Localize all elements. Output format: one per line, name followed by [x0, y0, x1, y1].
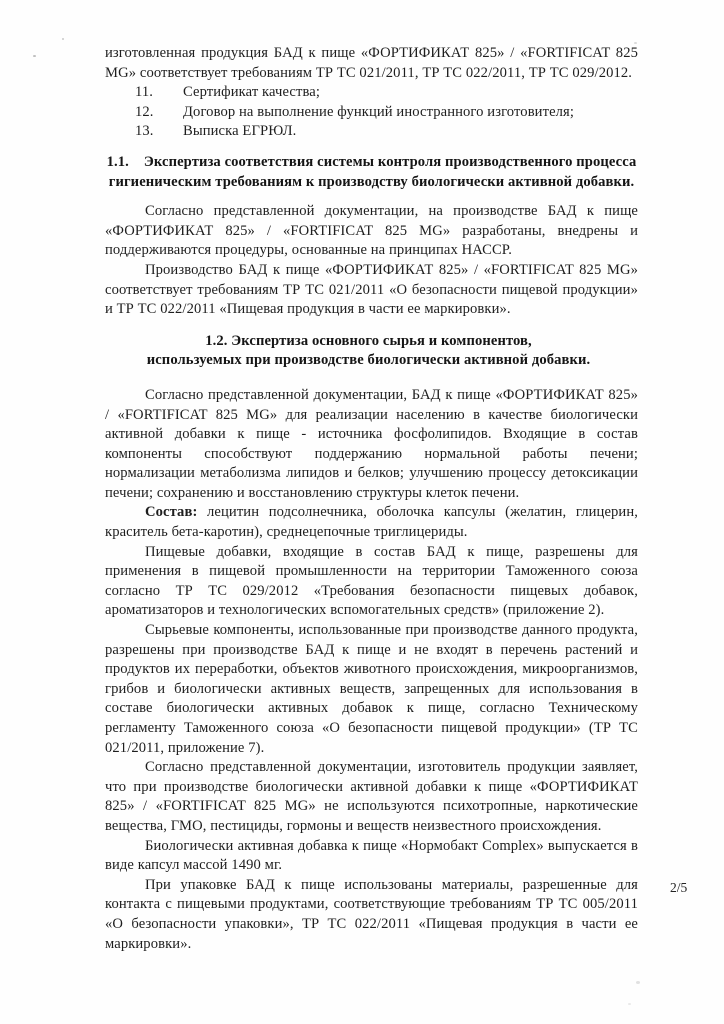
paragraph-food-additives: Пищевые добавки, входящие в состав БАД к пище, разрешены для применения в пищевой промышленности на территории Таможенного союза согласно ТР ТС 029/2012 «Требования безопасности пищевых добавок, ароматизаторов и технологических вспомогательных средств» (приложение 2). [105, 543, 638, 619]
list-item [105, 103, 638, 123]
paragraph-packaging: При упаковке БАД к пище использованы материалы, разрешенные для контакта с пищевыми продуктами, соответствующие требованиям ТР ТС 005/2011 «О безопасности упаковки», ТР ТС 022/2011 «Пищевая продукция в части ее маркировки». [105, 876, 638, 952]
paragraph-purpose: Согласно представленной документации, БАД к пище «ФОРТИФИКАТ 825» / «FORTIFICAT 825 MG» для реализации населению в качестве биологически активной добавки к пище - источника фосфолипидов. Входящие в состав компоненты способствуют поддержанию нормальной работы печени; нормализации метаболизма липидов и белков; улучшению процессу детоксикации печени; сохранению и восстановлению структуры клеток печени. [105, 386, 638, 501]
paragraph-manufacturer-statement: Согласно представленной документации, изготовитель продукции заявляет, что при производстве биологически активной добавки к пище «ФОРТИФИКАТ 825» / «FORTIFICAT 825 MG» не используются психотропные, наркотические вещества, ГМО, пестициды, гормоны и веществ неизвестного происхождения. [105, 759, 638, 834]
paragraph-haccp: Согласно представленной документации, на производстве БАД к пище «ФОРТИФИКАТ 825» / «FORTIFICAT 825 MG» разработаны, внедрены и поддерживаются процедуры, основанные на принципах НАССР. [105, 203, 638, 259]
intro-paragraph: изготовленная продукция БАД к пище «ФОРТИФИКАТ 825» / «FORTIFICAT 825 MG» соответствует требованиям ТР ТС 021/2011, ТР ТС 022/2011, ТР ТС 029/2012. [105, 45, 638, 81]
list-item-number: 11. [135, 84, 154, 101]
list-item-label: Выписка ЕГРЮЛ. [183, 123, 297, 140]
section-1-2-heading-line1: 1.2. Экспертиза основного сырья и компонентов, [205, 332, 532, 349]
list-item [105, 83, 638, 103]
scan-speck [636, 981, 640, 984]
scan-speck [628, 1003, 631, 1005]
list-item-number: 12. [135, 103, 154, 120]
section-1-2-heading-line2: используемых при производстве биологически активной добавки. [146, 352, 591, 369]
composition-text: лецитин подсолнечника, оболочка капсулы (желатин, глицерин, краситель бета-каротин), среднецепочные триглицериды. [105, 504, 638, 541]
paragraph-production-compliance: Производство БАД к пище «ФОРТИФИКАТ 825» / «FORTIFICAT 825 MG» соответствует требованиям ТР ТС 021/2011 «О безопасности пищевой продукции» и ТР ТС 022/2011 «Пищевая продукция в части ее маркировки». [105, 261, 638, 318]
document-numbered-list [105, 83, 638, 142]
section-1-1-heading-line1: 1.1. Экспертиза соответствия системы контроля производственного процесса [106, 153, 637, 170]
paragraph-capsule-form: Биологически активная добавка к пище «Нормобакт Complex» выпускается в виде капсул массой 1490 мг. [105, 837, 638, 874]
section-1-1-heading [105, 153, 638, 192]
paragraph-composition [105, 503, 638, 542]
scan-speck [33, 55, 36, 57]
document-text-block [105, 44, 638, 954]
composition-label: Состав: [145, 504, 198, 521]
page-number: 2/5 [670, 880, 688, 895]
section-1-2-heading [105, 332, 632, 371]
scan-speck [62, 38, 64, 40]
list-item [105, 122, 638, 142]
paragraph-raw-components: Сырьевые компоненты, использованные при производстве данного продукта, разрешены при производстве БАД к пище и не входят в перечень растений и продуктов их переработки, объектов животного происхождения, микроорганизмов, грибов и биологически активных веществ, запрещенных для использования в составе биологически активных добавок к пище, согласно Техническому регламенту Таможенного союза «О безопасности пищевой продукции» (ТР ТС 021/2011, приложение 7). [105, 622, 638, 756]
list-item-label: Договор на выполнение функций иностранного изготовителя; [183, 103, 574, 120]
list-item-number: 13. [135, 123, 154, 140]
list-item-label: Сертификат качества; [183, 84, 320, 101]
section-1-1-heading-line2: гигиеническим требованиям к производству биологически активной добавки. [108, 173, 635, 190]
